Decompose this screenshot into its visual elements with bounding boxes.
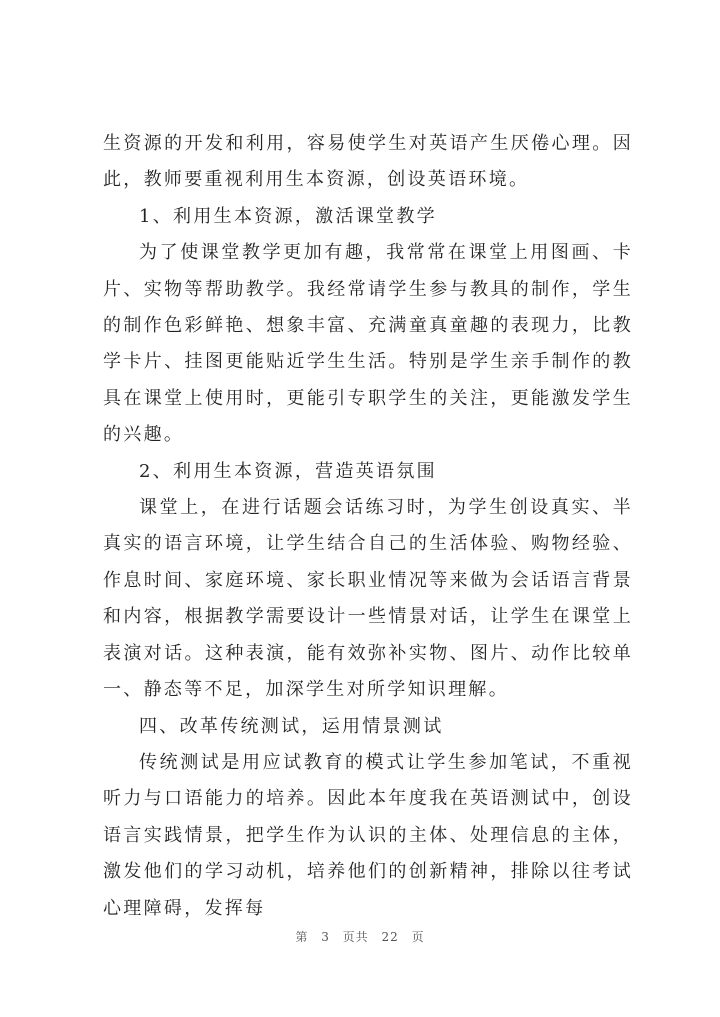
section-heading: 2、利用生本资源，营造英语氛围	[139, 460, 437, 482]
body-paragraph: 传统测试是用应试教育的模式让学生参加笔试，不重视听力与口语能力的培养。因此本年度我在英语测试中，创设语言实践情景，把学生作为认识的主体、处理信息的主体，激发他们的学习动机，培养他们的创新精神，排除以往考试心理障碍，发挥每	[103, 751, 633, 919]
section-heading: 四、改革传统测试，运用情景测试	[139, 715, 444, 737]
body-paragraph: 课堂上，在进行话题会话练习时，为学生创设真实、半真实的语言环境，让学生结合自己的生活体验、购物经验、作息时间、家庭环境、家长职业情况等来做为会话语言背景和内容，根据教学需要设计一些情景对话，让学生在课堂上表演对话。这种表演，能有效弥补实物、图片、动作比较单一、静态等不足，加深学生对所学知识理解。	[103, 497, 633, 701]
body-paragraph: 生资源的开发和利用，容易使学生对英语产生厌倦心理。因此，教师要重视利用生本资源，创设英语环境。	[103, 133, 633, 191]
section-heading: 1、利用生本资源，激活课堂教学	[139, 205, 437, 227]
body-paragraph: 为了使课堂教学更加有趣，我常常在课堂上用图画、卡片、实物等帮助教学。我经常请学生参与教具的制作，学生的制作色彩鲜艳、想象丰富、充满童真童趣的表现力，比教学卡片、挂图更能贴近学生生活。特别是学生亲手制作的教具在课堂上使用时，更能引专职学生的关注，更能激发学生的兴趣。	[103, 242, 633, 446]
document-body	[103, 126, 633, 927]
page-number-footer: 第 3 页共 22 页	[295, 930, 425, 944]
